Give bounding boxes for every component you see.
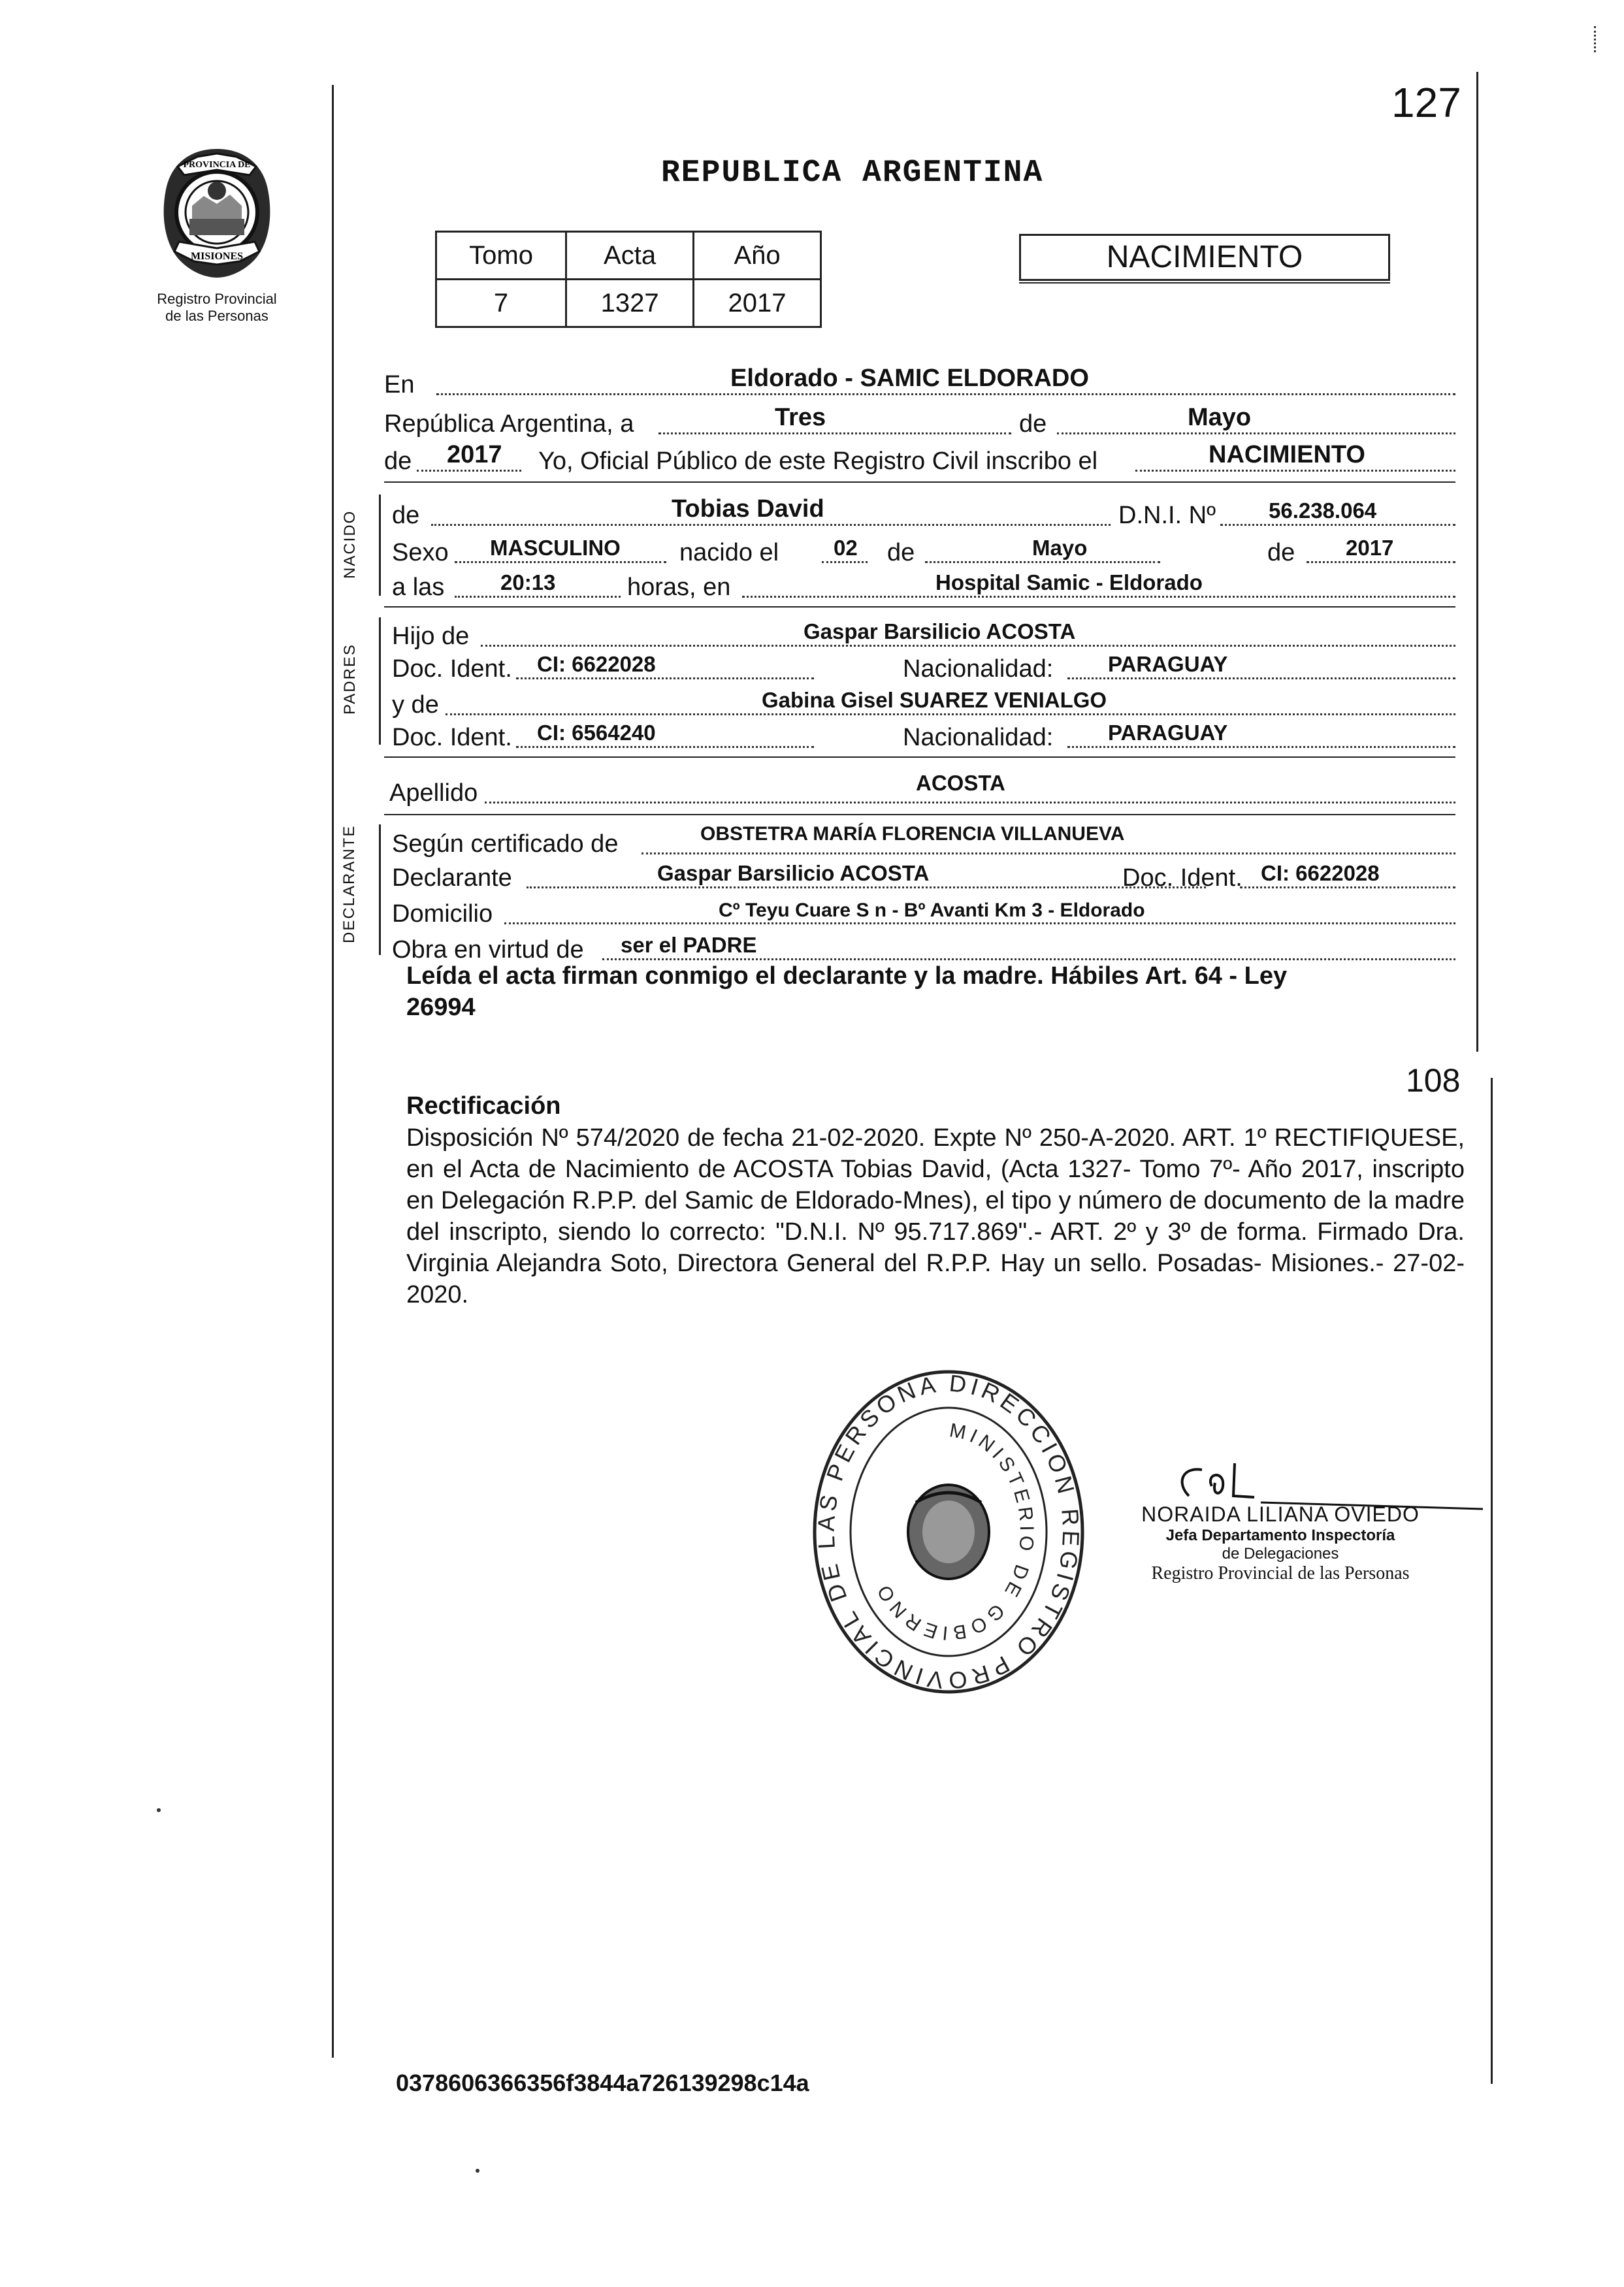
registry-caption: Registro Provincial de las Personas <box>157 291 277 324</box>
signatory-name: NORAIDA LILIANA OVIEDO <box>1141 1502 1420 1526</box>
father-doc-value: CI: 6622028 <box>537 652 656 676</box>
record-type-box: NACIMIENTO <box>1019 234 1390 281</box>
row-place: En Eldorado - SAMIC ELDORADO <box>384 363 1455 402</box>
child-name-value: Tobias David <box>672 495 824 523</box>
row-mother: y de Gabina Gisel SUAREZ VENIALGO <box>392 683 1455 722</box>
tomo-acta-anio-table <box>435 231 822 328</box>
row-sex-birthdate: Sexo MASCULINO nacido el 02 de Mayo de 2017 <box>392 530 1455 570</box>
birth-year-value: 2017 <box>1346 536 1394 560</box>
emblem-text: PROVINCIA DE <box>183 160 251 170</box>
dni-value: 56.238.064 <box>1269 498 1377 523</box>
birth-day-value: 02 <box>834 536 858 560</box>
acta-value: 1327 <box>566 280 694 327</box>
father-nationality-value: PARAGUAY <box>1108 652 1228 676</box>
row-declarant: Declarante Gaspar Barsilicio ACOSTA Doc. Ident. CI: 6622028 <box>392 856 1455 895</box>
nacido-side-label: NACIDO <box>341 510 359 579</box>
mother-doc-value: CI: 6564240 <box>537 721 656 745</box>
svg-text:MISIONES: MISIONES <box>190 251 244 262</box>
sex-value: MASCULINO <box>490 536 621 560</box>
place-value: Eldorado - SAMIC ELDORADO <box>730 365 1089 392</box>
signatory-title-3: Registro Provincial de las Personas <box>1151 1563 1410 1583</box>
tomo-value: 7 <box>436 280 566 327</box>
row-certificate: Según certificado de OBSTETRA MARÍA FLORENCIA VILLANUEVA <box>392 822 1455 861</box>
surname-value: ACOSTA <box>916 771 1005 795</box>
document-hash: 0378606366356f3844a726139298c14a <box>396 2069 809 2096</box>
tomo-label: Tomo <box>436 232 566 280</box>
record-type-value: NACIMIENTO <box>1209 441 1365 468</box>
signature-block <box>1130 1502 1431 1584</box>
corner-mark <box>1594 26 1600 52</box>
row-time-place: a las 20:13 horas, en Hospital Samic - Eldorado <box>392 565 1455 604</box>
right-margin-line-lower <box>1491 1078 1493 2084</box>
acta-label: Acta <box>566 232 694 280</box>
rectification-body: Disposición Nº 574/2020 de fecha 21-02-2020. Expte Nº 250-A-2020. ART. 1º RECTIFIQUESE, en el Acta de Nacimiento de ACOSTA Tobias David, (Acta 1327- Tomo 7º- Año 2017, inscripto en Delegación R.P.P. del Samic de Eldorado-Mnes), el tipo y número de documento de la madre del inscripto, siendo lo correcto: "D.N.I. Nº 95.717.869".- ART. 2º y 3º de forma. Firmado Dra. Virginia Alejandra Soto, Directora General del R.P.P. Hay un sello. Posadas- Misiones.- 27-02-2020. <box>406 1124 1465 1308</box>
signatory-title-1: Jefa Departamento Inspectoría <box>1165 1527 1395 1544</box>
signatory-title-2: de Delegaciones <box>1222 1545 1339 1563</box>
row-surname: Apellido ACOSTA <box>389 771 1455 810</box>
birth-time-value: 20:13 <box>500 570 556 594</box>
row-father: Hijo de Gaspar Barsilicio ACOSTA <box>392 614 1455 653</box>
declarante-side-label: DECLARANTE <box>340 824 358 943</box>
record-type-box-underline <box>1019 282 1390 284</box>
day-value: Tres <box>775 404 826 431</box>
svg-text:DIRECCION REGISTRO PROVINCIAL: DIRECCION REGISTRO PROVINCIAL DE LAS PERSONA <box>812 1369 1085 1695</box>
row-date: República Argentina, a Tres de Mayo <box>384 402 1455 441</box>
left-margin-line <box>332 85 334 2058</box>
row-mother-doc: Doc. Ident. CI: 6564240 Nacionalidad: PARAGUAY <box>392 715 1455 754</box>
address-value: Cº Teyu Cuare S n - Bº Avanti Km 3 - Eldorado <box>719 900 1145 921</box>
year-value: 2017 <box>447 441 502 468</box>
province-emblem <box>152 144 282 281</box>
padres-side-label: PADRES <box>341 643 359 715</box>
declarant-name-value: Gaspar Barsilicio ACOSTA <box>657 861 930 885</box>
rectification-number: 108 <box>1406 1062 1461 1099</box>
mother-nationality-value: PARAGUAY <box>1108 721 1228 745</box>
closing-text: Leída el acta firman conmigo el declarante y la madre. Hábiles Art. 64 - Ley 26994 <box>406 962 1288 1021</box>
row-capacity: Obra en virtud de ser el PADRE <box>392 928 1455 967</box>
declarant-doc-value: CI: 6622028 <box>1261 861 1380 885</box>
month-value: Mayo <box>1188 404 1252 431</box>
country-title: REPUBLICA ARGENTINA <box>661 155 1044 191</box>
row-address: Domicilio Cº Teyu Cuare S n - Bº Avanti Km 3 - Eldorado <box>392 892 1455 931</box>
row-father-doc: Doc. Ident. CI: 6622028 Nacionalidad: PARAGUAY <box>392 647 1455 686</box>
mother-name-value: Gabina Gisel SUAREZ VENIALGO <box>762 688 1107 712</box>
certificate-value: OBSTETRA MARÍA FLORENCIA VILLANUEVA <box>700 823 1125 845</box>
row-year-official: de 2017 Yo, Oficial Público de este Registro Civil inscribo el NACIMIENTO <box>384 439 1455 478</box>
svg-text:MINISTERIO DE GOBIERNO: MINISTERIO DE GOBIERNO <box>871 1419 1038 1644</box>
official-stamp <box>805 1365 1092 1711</box>
anio-label: Año <box>694 232 821 280</box>
right-margin-line <box>1476 72 1478 1052</box>
rectification-title: Rectificación <box>406 1092 561 1120</box>
capacity-value: ser el PADRE <box>621 933 757 957</box>
page-number: 127 <box>1391 79 1461 126</box>
birth-month-value: Mayo <box>1032 536 1088 560</box>
father-name-value: Gaspar Barsilicio ACOSTA <box>804 619 1076 643</box>
anio-value: 2017 <box>694 280 821 327</box>
birth-place-value: Hospital Samic - Eldorado <box>935 570 1203 594</box>
row-child-name: de Tobias David D.N.I. Nº 56.238.064 <box>392 493 1455 532</box>
